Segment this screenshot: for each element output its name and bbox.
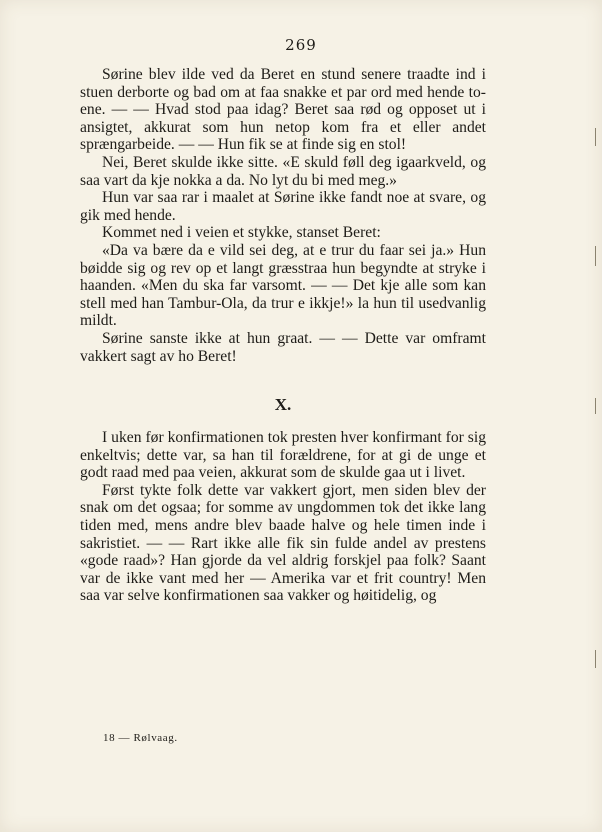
paragraph-3: Hun var saa rar i maalet at Sørine ikke fandt noe at svare, og gik med hende.: [80, 189, 486, 224]
margin-line-3: [595, 398, 596, 414]
page-number: 269: [285, 36, 317, 54]
paragraph-2: Nei, Beret skulde ikke sitte. «E skuld føll deg igaarkveld, og saa vart da kje nokka a da. No lyt du bi med meg.»: [80, 153, 486, 189]
paragraph-4: Kommet ned i veien et stykke, stanset Beret:: [102, 224, 381, 242]
signature-mark: 18 — Rølvaag.: [103, 732, 178, 744]
body-text: [80, 66, 486, 605]
chapter-paragraph-2: Først tykte folk dette var vakkert gjort, men siden blev der snak om det ogsaa; for somme av ungdommen tok det ikke lang tiden med, mens andre blev baade halve og hele timen inde i sakristiet. — — Rart ikke alle fik sin fulde andel av prestens «gode raad»? Han gjorde da vel aldrig forskjel paa folk? Saant var de ikke vant med her — Amerika var et frit country! Men saa var selve konfirmationen saa vakker og høitidelig, og: [80, 481, 486, 605]
margin-line-4: [595, 650, 596, 668]
chapter-heading: X.: [274, 395, 292, 415]
margin-line-2: [595, 246, 596, 266]
paragraph-1: Sørine blev ilde ved da Beret en stund senere traadte ind i stuen derborte og bad om at faa snakke et par ord med hende to-ene. — — Hvad stod paa idag? Beret saa rød og opposet ut i ansigtet, akkurat som hun netop kom fra et eller andet sprængarbeide. — — Hun fik se at finde sig en stol!: [80, 66, 486, 154]
paragraph-5: «Da va bære da e vild sei deg, at e trur du faar sei ja.» Hun bøidde sig og rev op et langt græsstraa hun begyndte at stryke i haanden. «Men du ska far varsomt. — — Det kje alle som kan stell med han Tambur-Ola, da trur e ikkje!» la hun til usedvanlig mildt.: [80, 241, 486, 330]
chapter-paragraph-1: I uken før konfirmationen tok presten hver konfirmant for sig enkeltvis; dette var, sa han til forældrene, for at gi de unge et godt raad med paa veien, akkurat som de skulde gaa ut i livet.: [80, 429, 486, 482]
paragraph-6: Sørine sanste ikke at hun graat. — — Dette var omframt vakkert sagt av ho Beret!: [80, 329, 486, 365]
margin-line-1: [595, 128, 596, 146]
